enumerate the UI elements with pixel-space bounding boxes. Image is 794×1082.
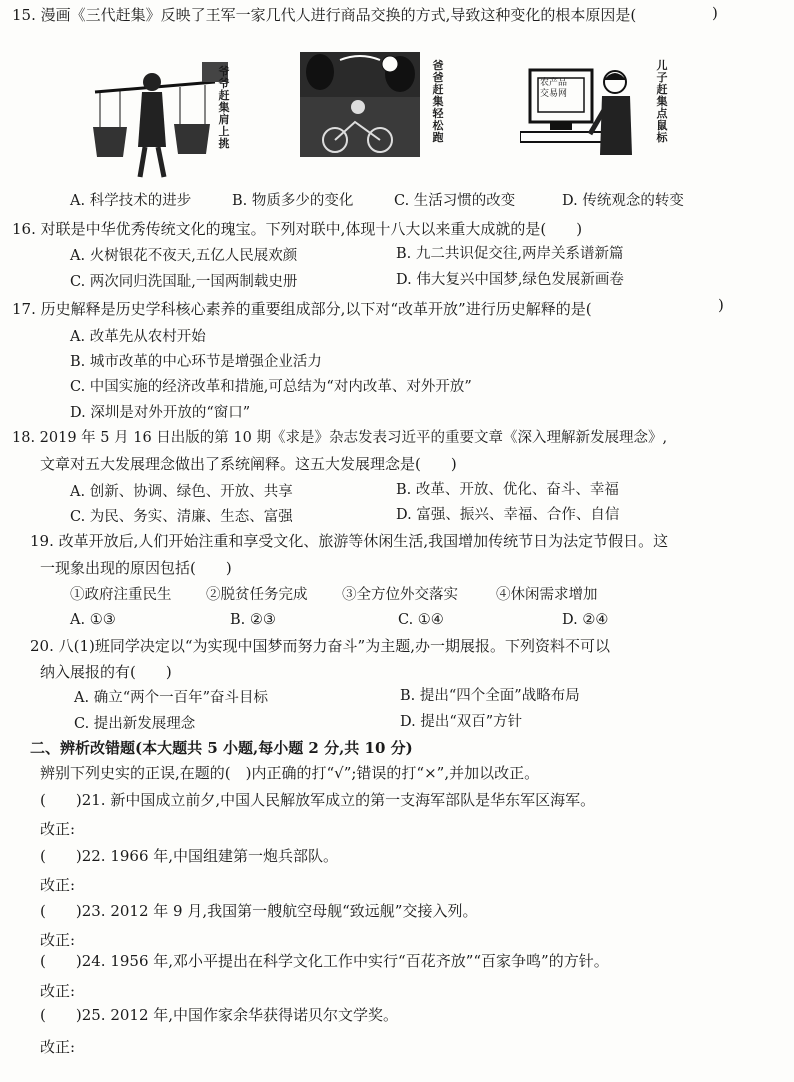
cartoon-son-image	[520, 60, 640, 170]
screen-label-1: 农产品	[540, 78, 568, 88]
q15-paren-close: )	[712, 4, 718, 22]
q16-stem: 16. 对联是中华优秀传统文化的瑰宝。下列对联中,体现十八大以来重大成就的是( )	[12, 220, 583, 238]
cartoon-caption-2: 爸爸赶集轻松跑	[432, 59, 444, 144]
judge-25-fix: 改正:	[40, 1038, 76, 1056]
q15-option-a: A. 科学技术的进步	[70, 193, 192, 209]
q16-option-b: B. 九二共识促交往,两岸关系谱新篇	[396, 246, 624, 262]
q20-option-b: B. 提出“四个全面”战略布局	[400, 688, 580, 704]
q19-option-a: A. ①③	[70, 612, 116, 628]
q16-option-c: C. 两次同归洗国耻,一国两制载史册	[70, 274, 298, 290]
q19-item-1: ①政府注重民生	[70, 587, 172, 603]
cartoon-caption-3: 儿子赶集点鼠标	[656, 59, 668, 144]
cartoon-caption-1: 爷爷赶集肩上挑	[218, 65, 230, 150]
q19-stem-line2: 一现象出现的原因包括( )	[40, 559, 232, 577]
q15-stem: 15. 漫画《三代赶集》反映了王军一家几代人进行商品交换的方式,导致这种变化的根本原因是(	[12, 6, 637, 24]
q19-item-2: ②脱贫任务完成	[206, 587, 308, 603]
q20-stem-line2: 纳入展报的有( )	[40, 663, 172, 681]
judge-25: ( )25. 2012 年,中国作家余华获得诺贝尔文学奖。	[40, 1006, 399, 1024]
q17-paren-close: )	[718, 296, 724, 314]
judge-21: ( )21. 新中国成立前夕,中国人民解放军成立的第一支海军部队是华东军区海军。	[40, 791, 596, 809]
q20-stem-line1: 20. 八(1)班同学决定以“为实现中国梦而努力奋斗”为主题,办一期展报。下列资料不可以	[30, 637, 610, 655]
judge-24-fix: 改正:	[40, 982, 76, 1000]
q17-option-d: D. 深圳是对外开放的“窗口”	[70, 405, 251, 421]
q15-option-b: B. 物质多少的变化	[232, 193, 354, 209]
judge-21-fix: 改正:	[40, 820, 76, 838]
q19-stem-line1: 19. 改革开放后,人们开始注重和享受文化、旅游等休闲生活,我国增加传统节日为法定节假日。这	[30, 532, 669, 550]
judge-23: ( )23. 2012 年 9 月,我国第一艘航空母舰“致远舰”交接入列。	[40, 902, 478, 920]
q16-option-a: A. 火树银花不夜天,五亿人民展欢颜	[70, 248, 298, 264]
q18-option-b: B. 改革、开放、优化、奋斗、幸福	[396, 482, 619, 498]
q17-option-a: A. 改革先从农村开始	[70, 329, 206, 345]
section-2-title: 二、辨析改错题(本大题共 5 小题,每小题 2 分,共 10 分)	[30, 739, 413, 757]
q19-option-c: C. ①④	[398, 612, 444, 628]
q16-option-d: D. 伟大复兴中国梦,绿色发展新画卷	[396, 272, 624, 288]
q17-option-c: C. 中国实施的经济改革和措施,可总结为“对内改革、对外开放”	[70, 379, 472, 395]
q17-option-b: B. 城市改革的中心环节是增强企业活力	[70, 354, 322, 370]
q18-stem-line2: 文章对五大发展理念做出了系统阐释。这五大发展理念是( )	[40, 455, 457, 473]
q19-item-4: ④休闲需求增加	[496, 587, 598, 603]
cartoon-father-image	[300, 52, 420, 162]
screen-label-2: 交易网	[540, 89, 568, 99]
q19-option-b: B. ②③	[230, 612, 276, 628]
q19-option-d: D. ②④	[562, 612, 609, 628]
judge-22-fix: 改正:	[40, 876, 76, 894]
q18-option-d: D. 富强、振兴、幸福、合作、自信	[396, 507, 620, 523]
q20-option-a: A. 确立“两个一百年”奋斗目标	[74, 690, 269, 706]
q17-stem: 17. 历史解释是历史学科核心素养的重要组成部分,以下对“改革开放”进行历史解释的是(	[12, 300, 592, 318]
q18-stem-line1: 18. 2019 年 5 月 16 日出版的第 10 期《求是》杂志发表习近平的重要文章《深入理解新发展理念》,	[12, 430, 668, 446]
q15-option-d: D. 传统观念的转变	[562, 193, 684, 209]
q20-option-d: D. 提出“双百”方针	[400, 714, 523, 730]
q19-item-3: ③全方位外交落实	[342, 587, 458, 603]
q18-option-a: A. 创新、协调、绿色、开放、共享	[70, 484, 293, 500]
q20-option-c: C. 提出新发展理念	[74, 716, 196, 732]
q18-option-c: C. 为民、务实、清廉、生态、富强	[70, 509, 293, 525]
judge-24: ( )24. 1956 年,邓小平提出在科学文化工作中实行“百花齐放”“百家争鸣”的方针。	[40, 952, 609, 970]
judge-22: ( )22. 1966 年,中国组建第一炮兵部队。	[40, 847, 339, 865]
q15-option-c: C. 生活习惯的改变	[394, 193, 516, 209]
judge-23-fix: 改正:	[40, 931, 76, 949]
section-2-instruction: 辨别下列史实的正误,在题的( )内正确的打“√”;错误的打“×”,并加以改正。	[40, 764, 540, 782]
